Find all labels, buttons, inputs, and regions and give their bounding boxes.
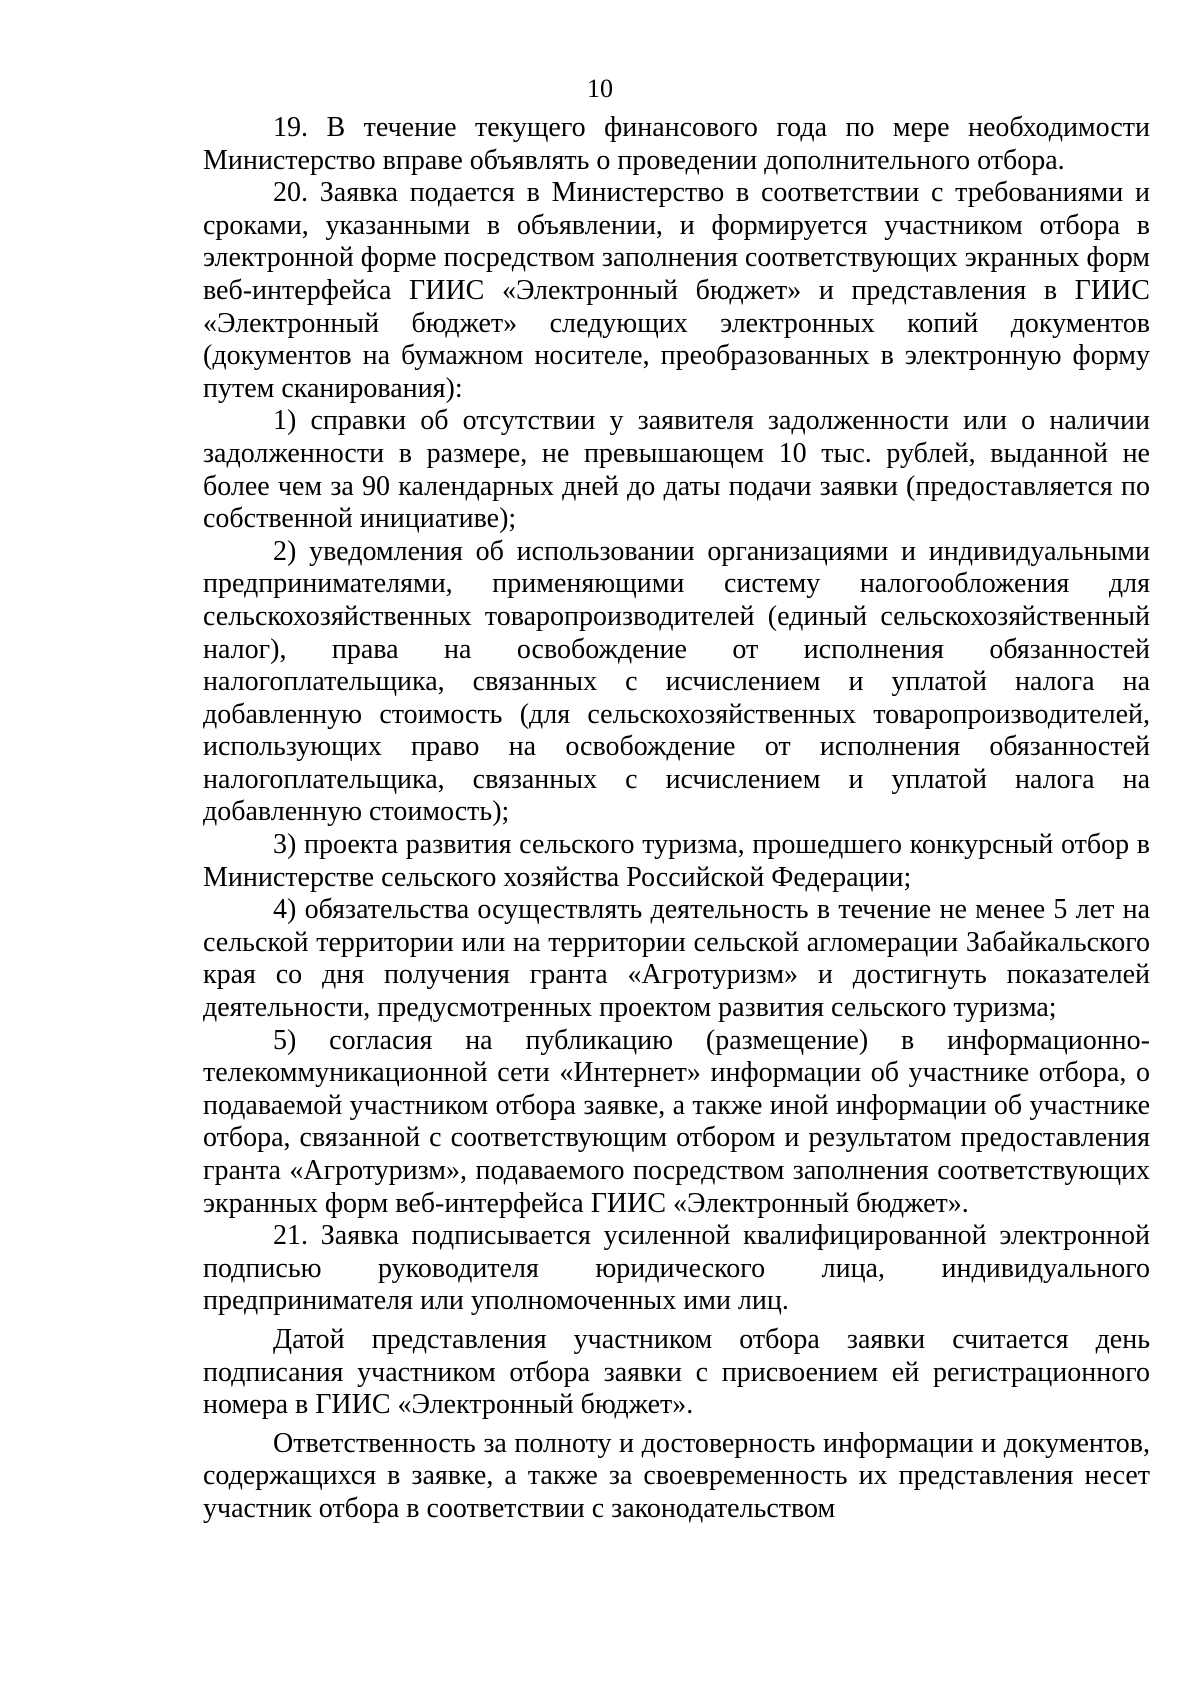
paragraph-21: 21. Заявка подписывается усиленной квалифицированной электронной подписью руководителя юридического лица, индивидуального предпринимателя или уполномоченных ими лиц.: [203, 1220, 1150, 1317]
page-number: 10: [587, 74, 613, 103]
list-item-1: 1) справки об отсутствии у заявителя задолженности или о наличии задолженности в размере, не превышающем 10 тыс. рублей, выданной не более чем за 90 календарных дней до даты подачи заявки (предоставляется по собственной инициативе);: [203, 405, 1150, 535]
list-item-4: 4) обязательства осуществлять деятельность в течение не менее 5 лет на сельской территории или на территории сельской агломерации Забайкальского края со дня получения гранта «Агротуризм» и достигнуть показателей деятельности, предусмотренных проектом развития сельского туризма;: [203, 894, 1150, 1024]
paragraph-20: 20. Заявка подается в Министерство в соответствии с требованиями и сроками, указанными в объявлении, и формируется участником отбора в электронной форме посредством заполнения соответствующих экранных форм веб-интерфейса ГИИС «Электронный бюджет» и представления в ГИИС «Электронный бюджет» следующих электронных копий документов (документов на бумажном носителе, преобразованных в электронную форму путем сканирования):: [203, 177, 1150, 404]
paragraph-responsibility: Ответственность за полноту и достоверность информации и документов, содержащихся в заявке, а также за своевременность их представления несет участник отбора в соответствии с законодательством: [203, 1427, 1150, 1524]
paragraph-submission-date: Датой представления участником отбора заявки считается день подписания участником отбора заявки с присвоением ей регистрационного номера в ГИИС «Электронный бюджет».: [203, 1323, 1150, 1421]
list-item-2: 2) уведомления об использовании организациями и индивидуальными предпринимателями, применяющими систему налогообложения для сельскохозяйственных товаропроизводителей (единый сельскохозяйственный налог), права на освобождение от исполнения обязанностей налогоплательщика, связанных с исчислением и уплатой налога на добавленную стоимость (для сельскохозяйственных товаропроизводителей, использующих право на освобождение от исполнения обязанностей налогоплательщика, связанных с исчислением и уплатой налога на добавленную стоимость);: [203, 535, 1150, 828]
list-item-3: 3) проекта развития сельского туризма, прошедшего конкурсный отбор в Министерстве сельского хозяйства Российской Федерации;: [203, 829, 1150, 893]
paragraph-19: 19. В течение текущего финансового года по мере необходимости Министерство вправе объявлять о проведении дополнительного отбора.: [203, 112, 1150, 176]
document-body: [203, 112, 1150, 1526]
list-item-5: 5) согласия на публикацию (размещение) в информационно-телекоммуникационной сети «Интернет» информации об участнике отбора, о подаваемой участником отбора заявке, а также иной информации об участнике отбора, связанной с соответствующим отбором и результатом предоставления гранта «Агротуризм», подаваемого посредством заполнения соответствующих экранных форм веб-интерфейса ГИИС «Электронный бюджет».: [203, 1024, 1150, 1219]
